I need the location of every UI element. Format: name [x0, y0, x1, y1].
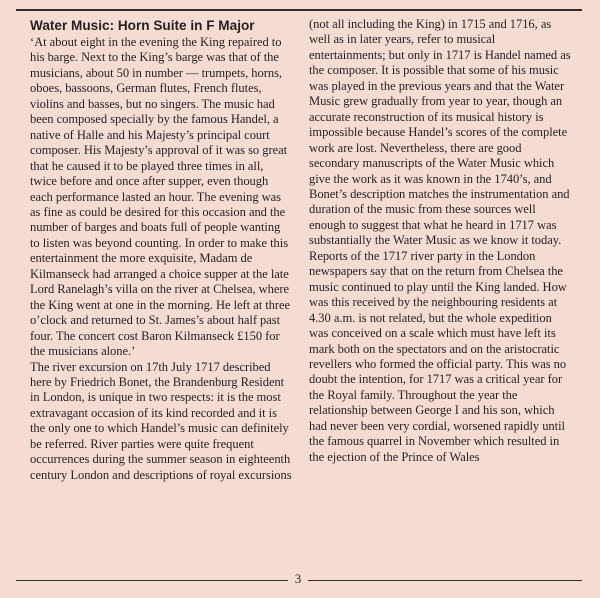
left-column	[30, 17, 292, 483]
footer-rule-left	[16, 580, 288, 581]
paragraph-river-excursion: The river excursion on 17th July 1717 described here by Friedrich Bonet, the Brandenburg Resident in London, is unique in two respects: it is the most extravagant occasion of its kind recorded and it is the only one to which Handel’s music can definitely be referred. River parties were quite frequent occurrences during the summer season in eighteenth century London and descriptions of royal excursions	[30, 359, 292, 482]
page-number: 3	[294, 571, 302, 586]
article-title: Water Music: Horn Suite in F Major	[30, 18, 255, 33]
paragraph-handel-composer: (not all including the King) in 1715 and 1716, as well as in later years, refer to musical entertainments; but only in 1717 is Handel named as the composer. It is possible that some of his music was played in the previous years and that the Water Music grew gradually from year to year, though an accurate reconstruction of its musical history is impossible because Handel’s scores of the complete work are lost. Nevertheless, there are good secondary manuscripts of the Water Music which give the work as it was known in the 1740’s, and Bonet’s description matches the instrumentation and duration of the music from these sources well enough to suggest that what he heard in 1717 was substantially the Water Music as we know it today.	[309, 17, 571, 248]
page-footer	[16, 571, 582, 587]
paragraph-bonet-quote: ‘At about eight in the evening the King repaired to his barge. Next to the King’s barge was that of the musicians, about 50 in number — trumpets, horns, oboes, bassoons, German flutes, French flutes, violins and basses, but no singers. The music had been composed specially by the famous Handel, a native of Halle and his Majesty’s principal court composer. His Majesty’s approval of it was so great that he caused it to be played three times in all, twice before and once after supper, even though each performance lasted an hour. The evening was as fine as could be desired for this occasion and the number of barges and boats full of people wanting to listen was beyond counting. In order to make this entertainment the more exquisite, Madam de Kilmanseck had arranged a choice supper at the late Lord Ranelagh’s villa on the river at Chelsea, where the King went at one in the morning. He left at three o’clock and returned to St. James’s about half past four. The concert cost Baron Kilmanseck £150 for the musicians alone.’	[30, 35, 291, 359]
paragraph-newspaper-reports: Reports of the 1717 river party in the London newspapers say that on the return from Chelsea the music continued to play until the King landed. How was this received by the neighbouring residents at 4.30 a.m. is not related, but the whole expedition was conceived on a scale which must have left its mark both on the spectators and on the aristocratic revellers who formed the official party. This was no doubt the intention, for 1717 was a critical year for the Royal family. Throughout the year the relationship between George I and his son, which had never been very cordial, worsened rapidly until the famous quarrel in November which resulted in the ejection of the Prince of Wales	[309, 248, 567, 464]
top-rule	[16, 9, 582, 11]
footer-rule-right	[308, 580, 582, 581]
right-column	[309, 17, 571, 465]
